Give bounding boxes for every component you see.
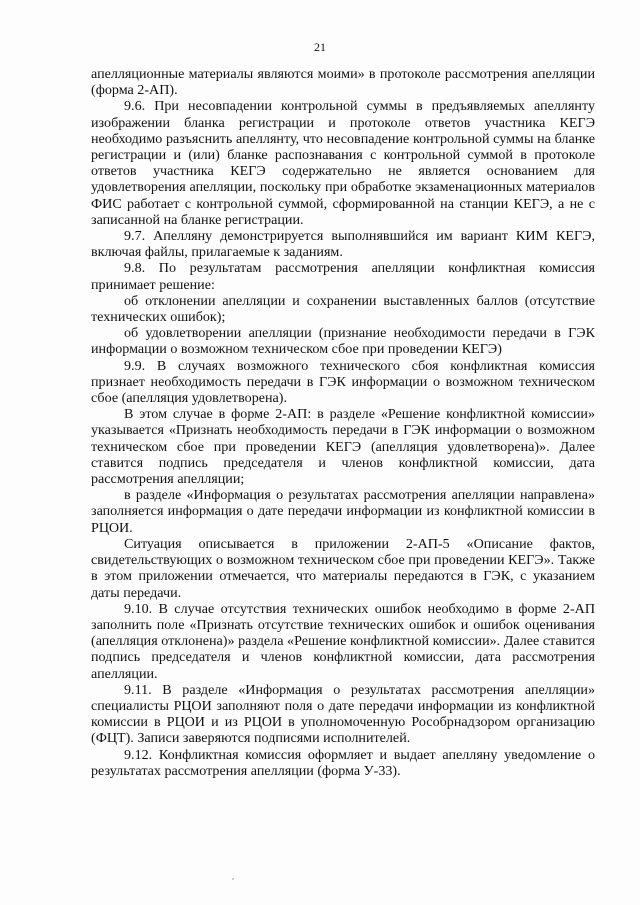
paragraph-9-9: 9.9. В случаях возможного технического сбоя конфликтная комиссия признает необходимость передачи в ГЭК информации о возможном техническом сбое (апелляция удовлетворена). (91, 357, 595, 407)
decision-option-reject: об отклонении апелляции и сохранении выставленных баллов (отсутствие технических ошибок); (91, 292, 595, 326)
scan-speck (232, 878, 234, 880)
document-body (91, 66, 595, 779)
paragraph-appendix-2ap5: Ситуация описывается в приложении 2-АП-5 «Описание фактов, свидетельствующих о возможном техническом сбое при проведении КЕГЭ». Также в этом приложении отмечается, что материалы передаются в ГЭК, с указанием даты передачи. (91, 535, 595, 601)
paragraph-continuation: апелляционные материалы являются моими» в протоколе рассмотрения апелляции (форма 2-АП). (91, 66, 595, 99)
paragraph-form-2ap-case: В этом случае в форме 2-АП: в разделе «Решение конфликтной комиссии» указывается «Признать необходимость передачи в ГЭК информации о возможном техническом сбое при проведении КЕГЭ (апелляция удовлетворена)». Далее ставится подпись председателя и членов конфликтной комиссии, дата рассмотрения апелляции; (91, 406, 595, 488)
paragraph-9-10: 9.10. В случае отсутствия технических ошибок необходимо в форме 2-АП заполнить поле «Признать отсутствие технических ошибок и ошибок оценивания (апелляция отклонена)» раздела «Решение конфликтной комиссии». Далее ставится подпись председателя и членов конфликтной комиссии, дата рассмотрения апелляции. (91, 600, 595, 682)
paragraph-9-11: 9.11. В разделе «Информация о результатах рассмотрения апелляции» специалисты РЦОИ заполняют поля о дате передачи информации из конфликтной комиссии в РЦОИ и из РЦОИ в уполномоченную Рособрнадзором организацию (ФЦТ). Записи заверяются подписями исполнителей. (91, 681, 595, 747)
paragraph-9-7: 9.7. Апелляну демонстрируется выполнявшийся им вариант КИМ КЕГЭ, включая файлы, прилагаемые к заданиям. (91, 228, 595, 261)
paragraph-9-12: 9.12. Конфликтная комиссия оформляет и выдает апелляну уведомление о результатах рассмотрения апелляции (форма У-33). (91, 746, 595, 779)
decision-option-satisfy: об удовлетворении апелляции (признание необходимости передачи в ГЭК информации о возможном техническом сбое при проведении КЕГЭ) (91, 325, 595, 358)
page-number: 21 (314, 40, 326, 54)
paragraph-info-section: в разделе «Информация о результатах рассмотрения апелляции направлена» заполняется информация о дате передачи информации из конфликтной комиссии в РЦОИ. (91, 487, 595, 536)
paragraph-9-6: 9.6. При несовпадении контрольной суммы в предъявляемых апеллянту изображении бланка регистрации и протоколе ответов участника КЕГЭ необходимо разъяснить апеллянту, что несовпадение контрольной суммы на бланке регистрации и (или) бланке распознавания с контрольной суммой в протоколе ответов участника КЕГЭ содержательно не является основанием для удовлетворения апелляции, поскольку при обработке экзаменационных материалов ФИС работает с контрольной суммой, сформированной на станции КЕГЭ, а не с записанной на бланке регистрации. (91, 98, 595, 228)
paragraph-9-8: 9.8. По результатам рассмотрения апелляции конфликтная комиссия принимает решение: (91, 260, 595, 293)
